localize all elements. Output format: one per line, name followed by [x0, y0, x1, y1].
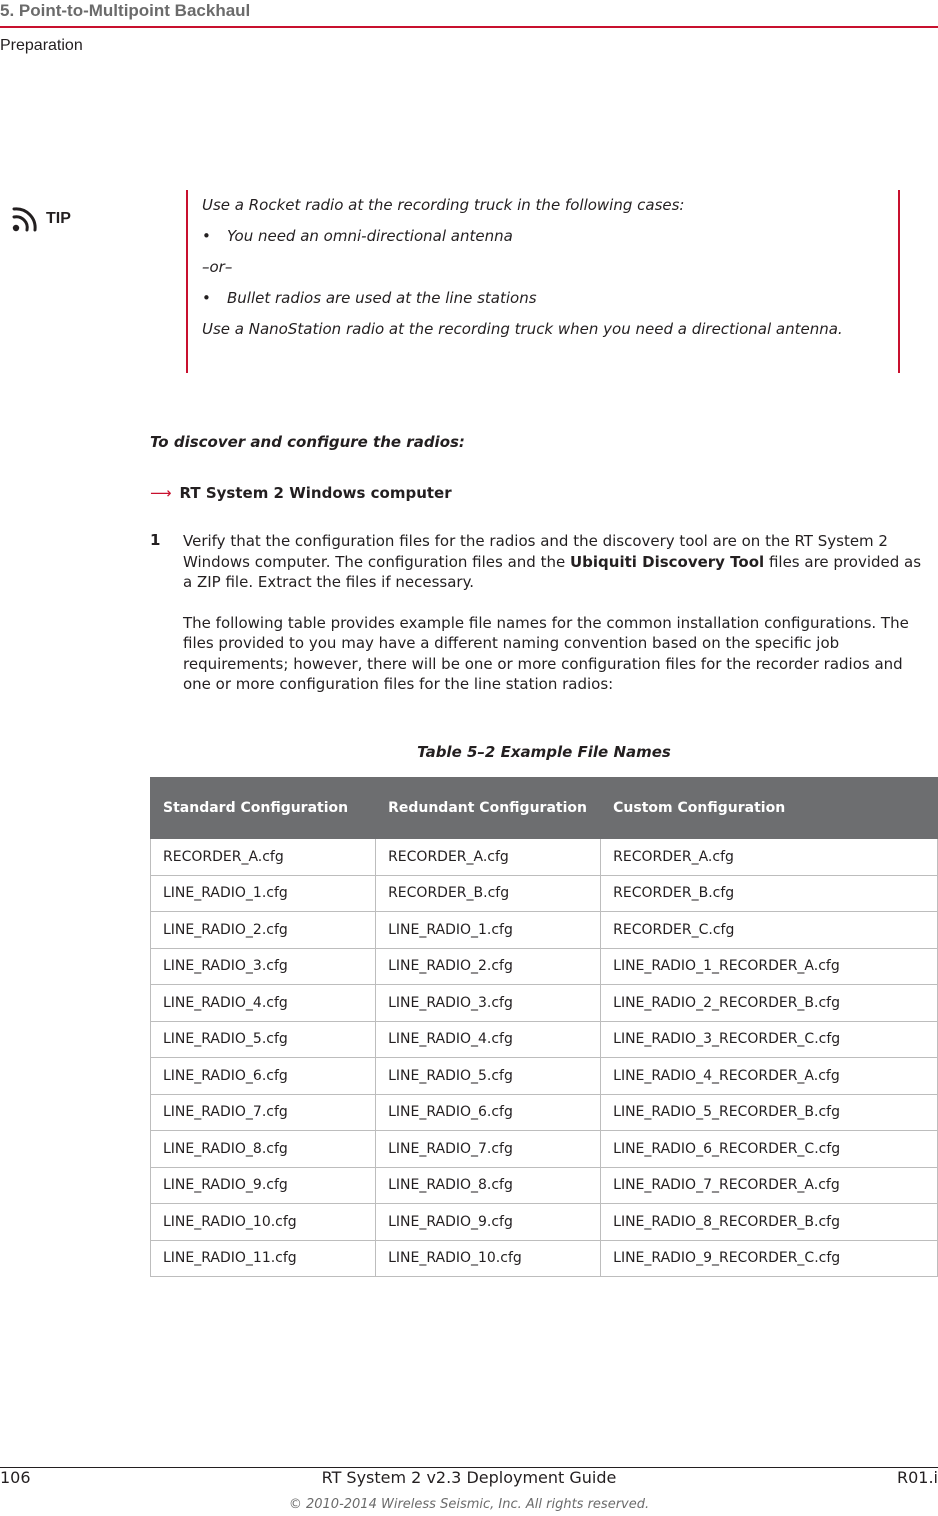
table-cell: RECORDER_A.cfg — [151, 839, 376, 876]
copyright: © 2010-2014 Wireless Seismic, Inc. All rights reserved. — [288, 1497, 650, 1512]
tip-bullet-2: • Bullet radios are used at the line stations — [202, 289, 537, 307]
location-label: RT System 2 Windows computer — [179, 484, 452, 502]
table-cell: LINE_RADIO_3_RECORDER_C.cfg — [601, 1021, 938, 1058]
tip-or: –or– — [202, 258, 233, 276]
table-cell: LINE_RADIO_4.cfg — [151, 985, 376, 1022]
tip-left-border — [186, 190, 188, 373]
table-caption: Table 5–2 Example File Names — [417, 743, 671, 761]
tip-bullet-1: • You need an omni-directional antenna — [202, 227, 513, 245]
revision: R01.i — [896, 1468, 938, 1487]
table-row — [151, 1240, 938, 1277]
tip-body — [202, 195, 882, 350]
table-cell: LINE_RADIO_2.cfg — [376, 948, 601, 985]
table-row — [151, 1058, 938, 1095]
guide-title: RT System 2 v2.3 Deployment Guide — [321, 1468, 617, 1487]
header-divider — [0, 26, 938, 28]
table-cell: LINE_RADIO_7.cfg — [151, 1094, 376, 1131]
procedure-location — [150, 484, 452, 502]
table-cell: LINE_RADIO_10.cfg — [376, 1240, 601, 1277]
table-cell: LINE_RADIO_2.cfg — [151, 912, 376, 949]
table-row — [151, 839, 938, 876]
tip-label: TIP — [46, 210, 71, 227]
step-number: 1 — [150, 531, 161, 549]
table-cell: LINE_RADIO_10.cfg — [151, 1204, 376, 1241]
tip-icon — [6, 200, 46, 236]
table-cell: LINE_RADIO_7.cfg — [376, 1131, 601, 1168]
page-number: 106 — [0, 1468, 31, 1487]
table-cell: RECORDER_B.cfg — [601, 875, 938, 912]
table-cell: RECORDER_C.cfg — [601, 912, 938, 949]
table-cell: LINE_RADIO_3.cfg — [376, 985, 601, 1022]
table-cell: LINE_RADIO_5.cfg — [376, 1058, 601, 1095]
procedure-title: To discover and configure the radios: — [150, 433, 465, 451]
table-cell: LINE_RADIO_5_RECORDER_B.cfg — [601, 1094, 938, 1131]
table-cell: LINE_RADIO_1.cfg — [376, 912, 601, 949]
table-cell: LINE_RADIO_9_RECORDER_C.cfg — [601, 1240, 938, 1277]
table-row — [151, 1131, 938, 1168]
table-cell: RECORDER_B.cfg — [376, 875, 601, 912]
table-row — [151, 912, 938, 949]
table-row — [151, 985, 938, 1022]
table-header-row — [151, 778, 938, 839]
table-cell: LINE_RADIO_9.cfg — [151, 1167, 376, 1204]
table-cell: RECORDER_A.cfg — [376, 839, 601, 876]
table-cell: LINE_RADIO_2_RECORDER_B.cfg — [601, 985, 938, 1022]
table-cell: LINE_RADIO_8.cfg — [376, 1167, 601, 1204]
table-cell: LINE_RADIO_5.cfg — [151, 1021, 376, 1058]
section-title: Preparation — [0, 37, 83, 54]
table-cell: LINE_RADIO_9.cfg — [376, 1204, 601, 1241]
tip-right-border — [898, 190, 900, 373]
example-file-names-table — [150, 777, 938, 1277]
table-cell: LINE_RADIO_6_RECORDER_C.cfg — [601, 1131, 938, 1168]
header-redundant: Redundant Configuration — [376, 778, 601, 839]
table-row — [151, 1167, 938, 1204]
table-row — [151, 1021, 938, 1058]
step-text — [183, 531, 925, 715]
table-cell: LINE_RADIO_6.cfg — [151, 1058, 376, 1095]
header-standard: Standard Configuration — [151, 778, 376, 839]
chapter-title: 5. Point-to-Multipoint Backhaul — [0, 1, 251, 20]
table-row — [151, 1094, 938, 1131]
step-paragraph-1: Verify that the configuration files for the radios and the discovery tool are on the RT System 2 Windows computer. The configuration files and the Ubiquiti Discovery Tool files are provided as a ZIP file. Extract the files if necessary. — [183, 532, 922, 591]
table-cell: LINE_RADIO_3.cfg — [151, 948, 376, 985]
header-custom: Custom Configuration — [601, 778, 938, 839]
table-row — [151, 1204, 938, 1241]
table-cell: LINE_RADIO_11.cfg — [151, 1240, 376, 1277]
table-cell: LINE_RADIO_4_RECORDER_A.cfg — [601, 1058, 938, 1095]
arrow-right-icon: ⟶ — [150, 484, 172, 502]
step-paragraph-2: The following table provides example file names for the common installation configurations. The files provided to you may have a different naming convention based on the specific job requirements; however, there will be one or more configuration files for the recorder radios and one or more configuration files for the line station radios: — [183, 613, 909, 693]
table-row — [151, 948, 938, 985]
tip-closing: Use a NanoStation radio at the recording truck when you need a directional antenna. — [202, 320, 843, 338]
table-row — [151, 875, 938, 912]
table-cell: LINE_RADIO_7_RECORDER_A.cfg — [601, 1167, 938, 1204]
table-cell: RECORDER_A.cfg — [601, 839, 938, 876]
table-cell: LINE_RADIO_8.cfg — [151, 1131, 376, 1168]
table-cell: LINE_RADIO_1.cfg — [151, 875, 376, 912]
tip-intro: Use a Rocket radio at the recording truck in the following cases: — [202, 196, 685, 214]
table-cell: LINE_RADIO_8_RECORDER_B.cfg — [601, 1204, 938, 1241]
table-cell: LINE_RADIO_1_RECORDER_A.cfg — [601, 948, 938, 985]
table-cell: LINE_RADIO_4.cfg — [376, 1021, 601, 1058]
table-cell: LINE_RADIO_6.cfg — [376, 1094, 601, 1131]
